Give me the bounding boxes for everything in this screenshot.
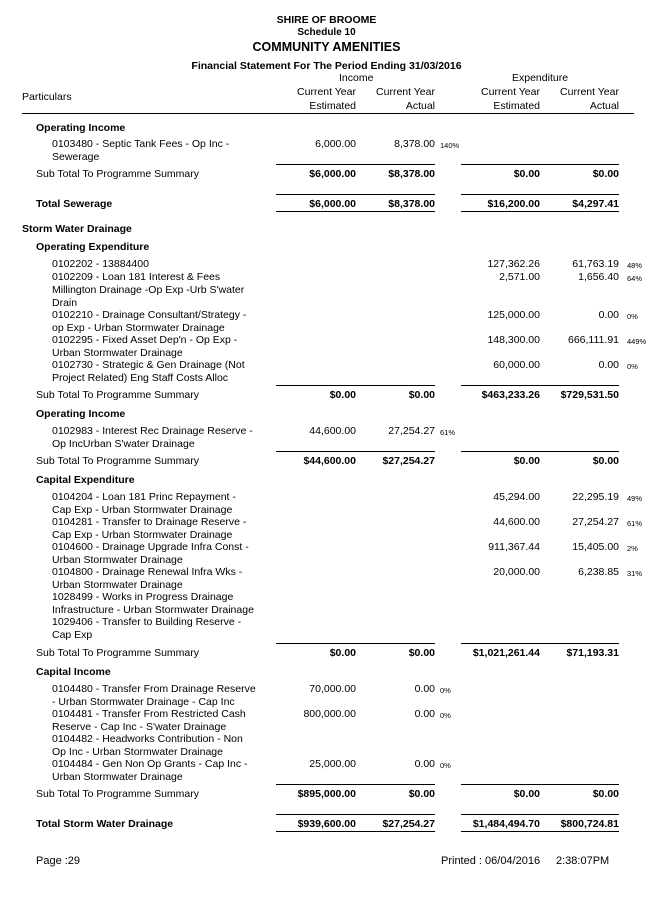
- printed-time: 2:38:07PM: [556, 855, 610, 867]
- rule: [461, 164, 619, 165]
- section-operating-income-2: Operating Income: [36, 408, 126, 420]
- rule: [276, 385, 435, 386]
- expenditure-estimated-header: Current Year Estimated: [481, 86, 540, 112]
- rule: [461, 784, 619, 785]
- particulars-header: Particulars: [22, 91, 72, 103]
- rule: [276, 784, 435, 785]
- rule: [276, 831, 435, 832]
- expenditure-header: Expenditure: [512, 72, 569, 84]
- page-number: Page :29: [36, 855, 81, 867]
- rule: [461, 385, 619, 386]
- rule: [276, 211, 435, 212]
- rule: [276, 814, 435, 815]
- rule: [276, 164, 435, 165]
- income-estimated-header: Current Year Estimated: [297, 86, 356, 112]
- report-title: COMMUNITY AMENITIES: [252, 40, 401, 54]
- rule: [461, 643, 619, 644]
- printed-date: Printed : 06/04/2016: [441, 855, 541, 867]
- rule: [461, 211, 619, 212]
- header-divider: [22, 113, 634, 114]
- rule: [461, 814, 619, 815]
- rule: [461, 194, 619, 195]
- section-storm-water: Storm Water Drainage: [22, 223, 132, 235]
- section-operating-income: Operating Income: [36, 122, 126, 134]
- org-name: SHIRE OF BROOME: [276, 14, 377, 26]
- rule: [461, 831, 619, 832]
- statement-title: Financial Statement For The Period Ending 31/03/2016: [191, 60, 462, 72]
- rule: [276, 194, 435, 195]
- section-capital-expenditure: Capital Expenditure: [36, 474, 135, 486]
- income-actual-header: Current Year Actual: [376, 86, 435, 112]
- rule: [276, 451, 435, 452]
- section-operating-expenditure: Operating Expenditure: [36, 241, 150, 253]
- expenditure-actual-header: Current Year Actual: [560, 86, 619, 112]
- section-capital-income: Capital Income: [36, 666, 111, 678]
- rule: [461, 451, 619, 452]
- income-header: Income: [339, 72, 374, 84]
- schedule-label: Schedule 10: [297, 27, 356, 38]
- rule: [276, 643, 435, 644]
